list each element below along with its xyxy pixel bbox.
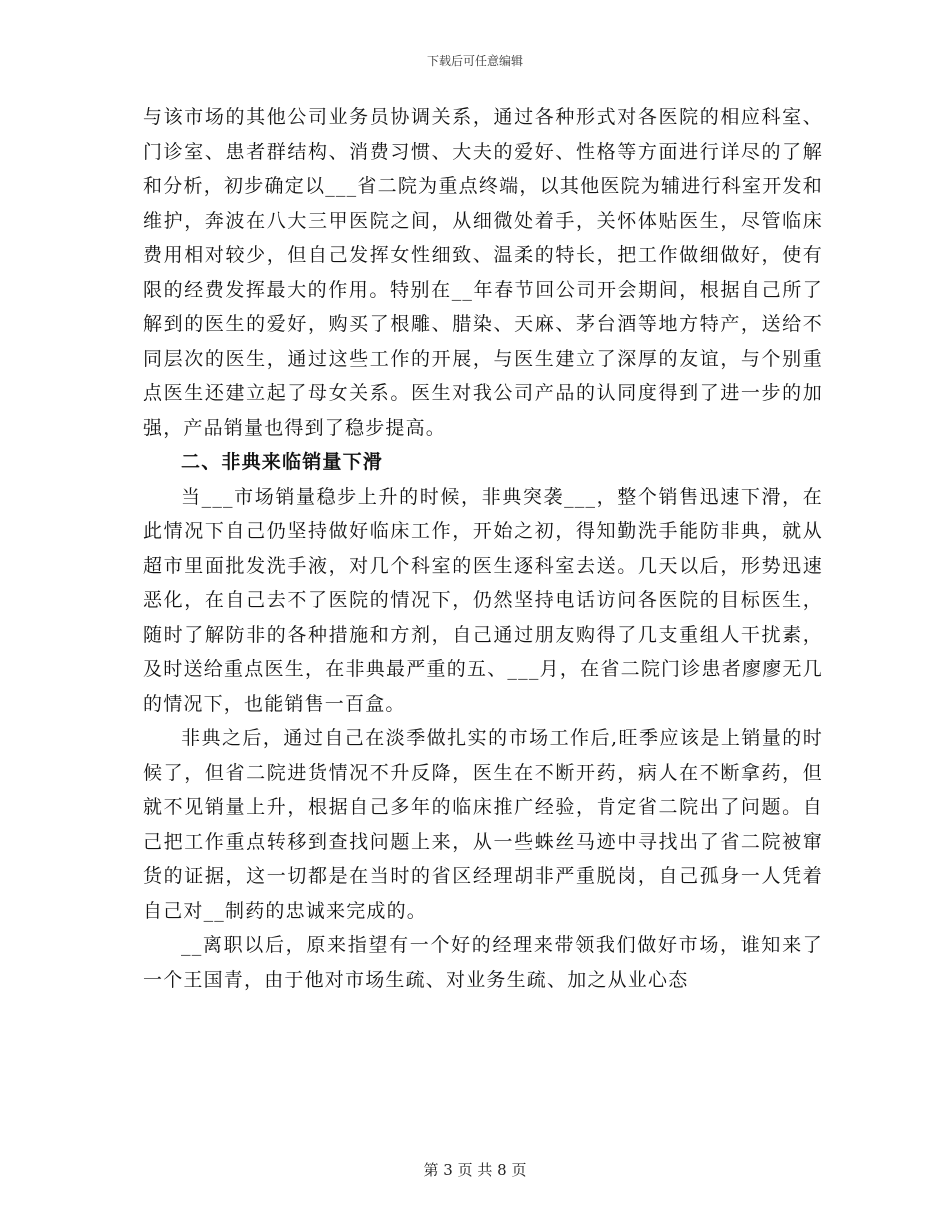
- paragraph-sars-impact: 当___市场销量稳步上升的时候，非典突袭___，整个销售迅速下滑，在此情况下自己仍坚持做好临床工作，开始之初，得知勤洗手能防非典，就从超市里面批发洗手液，对几个科室的医生逐科室去送。几天以后，形势迅速恶化，在自己去不了医院的情况下，仍然坚持电话访问各医院的目标医生，随时了解防非的各种措施和方剂，自己通过朋友购得了几支重组人干扰素，及时送给重点医生，在非典最严重的五、___月，在省二院门诊患者廖廖无几的情况下，也能销售一百盒。: [143, 485, 823, 715]
- page-number: 第 3 页 共 8 页: [423, 1161, 527, 1179]
- paragraph-after-sars: 非典之后，通过自己在淡季做扎实的市场工作后,旺季应该是上销量的时候了，但省二院进货情况不升反降，医生在不断开药，病人在不断拿药，但就不见销量上升，根据自己多年的临床推广经验，肯定省二院出了问题。自己把工作重点转移到查找问题上来，从一些蛛丝马迹中寻找出了省二院被窜货的证据，这一切都是在当时的省区经理胡非严重脱岗，自己孤身一人凭着自己对__制药的忠诚来完成的。: [143, 727, 823, 922]
- section-heading: 二、非典来临销量下滑: [181, 451, 384, 473]
- paragraph-continued: 与该市场的其他公司业务员协调关系，通过各种形式对各医院的相应科室、门诊室、患者群结构、消费习惯、大夫的爱好、性格等方面进行详尽的了解和分析，初步确定以___省二院为重点终端，以其他医院为辅进行科室开发和维护，奔波在八大三甲医院之间，从细微处着手，关怀体贴医生，尽管临床费用相对较少，但自己发挥女性细致、温柔的特长，把工作做细做好，使有限的经费发挥最大的作用。特别在__年春节回公司开会期间，根据自己所了解到的医生的爱好，购买了根雕、腊染、天麻、茅台酒等地方特产，送给不同层次的医生，通过这些工作的开展，与医生建立了深厚的友谊，与个别重点医生还建立起了母女关系。医生对我公司产品的认同度得到了进一步的加强，产品销量也得到了稳步提高。: [143, 106, 823, 439]
- paragraph-new-manager: __离职以后，原来指望有一个好的经理来带领我们做好市场，谁知来了一个王国青，由于他对市场生疏、对业务生疏、加之从业心态: [143, 934, 823, 991]
- document-body: [143, 100, 823, 997]
- page-header: 下载后可任意编辑: [426, 54, 523, 68]
